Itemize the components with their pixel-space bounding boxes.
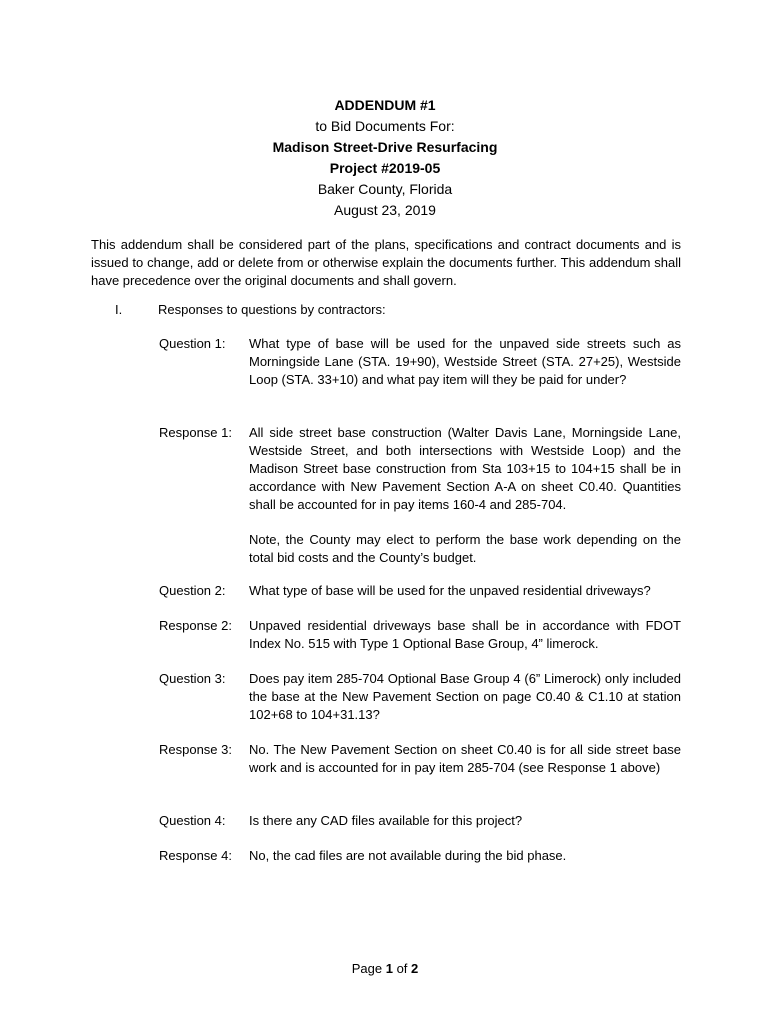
- qa-text: [249, 812, 681, 830]
- qa-text: [249, 582, 681, 600]
- qa-paragraph: Does pay item 285-704 Optional Base Group 4 (6” Limerock) only included the base at the New Pavement Section on page C0.40 & C1.10 at station 102+68 to 104+31.13?: [249, 671, 681, 722]
- qa-item-question-1: [159, 335, 681, 389]
- qa-item-response-2: [159, 617, 681, 653]
- page-prefix: Page: [351, 961, 386, 976]
- qa-item-question-3: [159, 670, 681, 724]
- qa-item-response-3: [159, 741, 681, 777]
- section-number: I.: [115, 302, 123, 317]
- qa-item-question-4: [159, 812, 681, 830]
- document-header: [0, 95, 770, 221]
- qa-label: Response 4:: [159, 848, 232, 863]
- project-number: Project #2019-05: [329, 160, 441, 176]
- qa-item-response-1: [159, 424, 681, 567]
- qa-label: Question 1:: [159, 336, 226, 351]
- qa-item-response-4: [159, 847, 681, 865]
- qa-text: [249, 617, 681, 653]
- qa-label: Question 3:: [159, 671, 226, 686]
- qa-text: [249, 670, 681, 724]
- qa-paragraph: Unpaved residential driveways base shall be in accordance with FDOT Index No. 515 with Type 1 Optional Base Group, 4” limerock.: [249, 618, 681, 651]
- qa-label: Question 2:: [159, 583, 226, 598]
- qa-paragraph: What type of base will be used for the unpaved residential driveways?: [249, 583, 651, 598]
- qa-label: Response 3:: [159, 742, 232, 757]
- qa-text: [249, 335, 681, 389]
- document-date: August 23, 2019: [334, 202, 436, 218]
- qa-text: [249, 424, 681, 567]
- qa-paragraph: What type of base will be used for the unpaved side streets such as Morningside Lane (STA. 19+90), Westside Street (STA. 27+25), Westside Loop (STA. 33+10) and what pay item will they be paid for under?: [249, 336, 681, 387]
- project-name: Madison Street-Drive Resurfacing: [272, 139, 498, 155]
- qa-text: [249, 847, 681, 865]
- county-line: Baker County, Florida: [317, 181, 453, 197]
- qa-paragraph: Note, the County may elect to perform the base work depending on the total bid costs and the County’s budget.: [249, 532, 681, 565]
- qa-paragraph: Is there any CAD files available for this project?: [249, 813, 523, 828]
- bid-documents-line: to Bid Documents For:: [315, 118, 455, 134]
- qa-text: [249, 741, 681, 777]
- qa-label: Question 4:: [159, 813, 226, 828]
- qa-paragraph: No, the cad files are not available during the bid phase.: [249, 848, 567, 863]
- section-title: Responses to questions by contractors:: [158, 302, 386, 317]
- qa-paragraph: No. The New Pavement Section on sheet C0.40 is for all side street base work and is accounted for in pay item 285-704 (see Response 1 above): [249, 742, 681, 775]
- page-number: 1: [385, 961, 393, 976]
- page-footer: [0, 961, 770, 976]
- qa-label: Response 1:: [159, 425, 232, 440]
- addendum-title: ADDENDUM #1: [334, 97, 436, 113]
- qa-item-question-2: [159, 582, 681, 600]
- intro-paragraph: This addendum shall be considered part of the plans, specifications and contract documents and is issued to change, add or delete from or otherwise explain the documents further. This addendum shall have precedence over the original documents and shall govern.: [91, 237, 681, 288]
- page-total: 2: [411, 961, 419, 976]
- page-of: of: [392, 961, 412, 976]
- qa-paragraph: All side street base construction (Walter Davis Lane, Morningside Lane, Westside Street, and both intersections with Westside Loop) and the Madison Street base construction from Sta 103+15 to 104+15 shall be in accordance with New Pavement Section A-A on sheet C0.40. Quantities shall be accounted for in pay items 160-4 and 285-704.: [249, 425, 681, 512]
- qa-label: Response 2:: [159, 618, 232, 633]
